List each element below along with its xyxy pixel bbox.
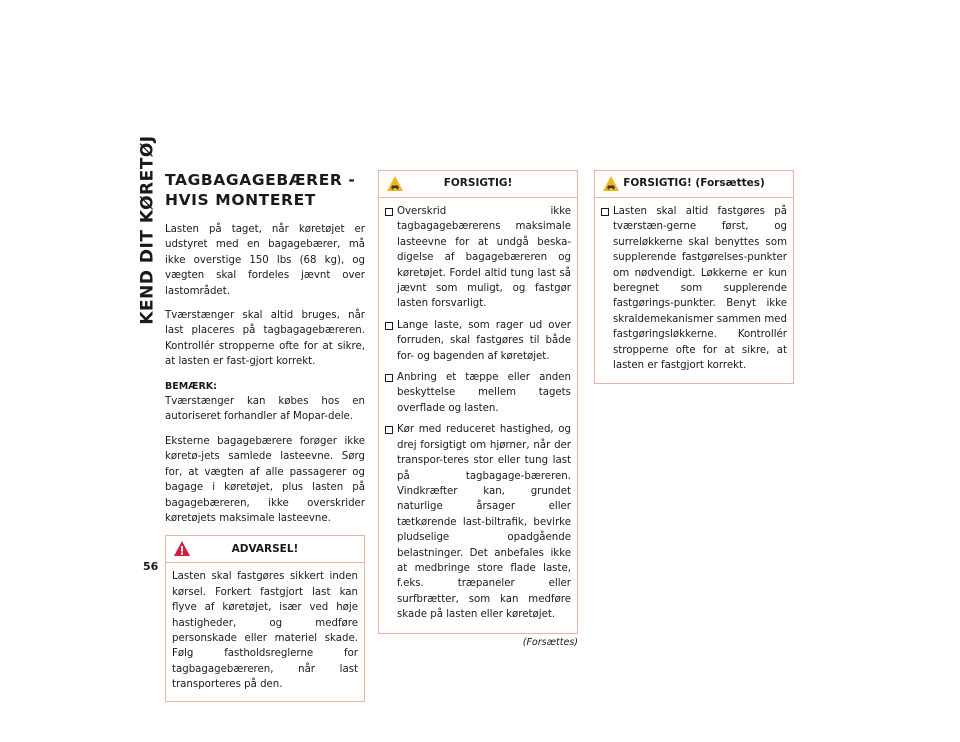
list-item: Overskrid ikke tagbagagebærerens maksimale lasteevne for at undgå beska-digelse af bagagebæreren og køretøjet. Fordel altid tung last så jævnt som muligt, og fastgør lasten forsvarligt. [385,204,571,312]
caution-list [385,204,571,623]
caution-car-icon [386,175,404,193]
section-side-tab [138,135,158,325]
page-title: TAGBAGAGEBÆRER - HVIS MONTERET [165,171,356,209]
warning-text: Lasten skal fastgøres sikkert inden kørsel. Forkert fastgjort last kan flyve af køretøjet, især ved høje hastigheder, og medføre personskade eller materiel skade. Følg fastholdsreglerne for tagbagagebæreren, når last transporteres på den. [172,571,358,691]
continued-label: (Forsættes) [522,636,578,648]
caution-body [379,198,577,633]
note [165,379,365,425]
caution-continued-box [594,170,794,384]
warning-body [166,563,364,700]
warning-header [166,536,364,563]
caution-continued-list [601,204,787,373]
column-1 [165,170,365,702]
column-2 [378,170,578,650]
paragraph-load-limit: Lasten på taget, når køretøjet er udstyret med en bagagebærer, må ikke overstige 150 lbs (68 kg), og vægten skal fordeles jævnt over lastområdet. [165,224,365,297]
note-label: BEMÆRK: [165,380,217,392]
page-number: 56 [143,560,159,573]
checkbox-bullet-icon [385,322,393,330]
section-side-tab-label: KEND DIT KØRETØJ [138,135,158,325]
checkbox-bullet-icon [385,426,393,434]
paragraph-capacity: Eksterne bagagebærere forøger ikke køretø-jets samlede lasteevne. Sørg for, at vægten af alle passagerer og bagage i køretøjet, plus lasten på bagagebæreren, ikke overskrider køretøjets maksimale lasteevne. [165,435,365,524]
list-item: Kør med reduceret hastighed, og drej forsigtigt om hjørner, når der transpor-teres stor eller tung last på tagbagage-bæreren. Vindkræfter kan, grundet naturlige årsager eller tætkørende last-biltrafik, bevirke pludselige opadgående belastninger. Det anbefales ikke at medbringe store flade laste, f.eks. træpaneler eller surfbrætter, som kan medføre skade på lasten eller køretøjet. [385,422,571,622]
checkbox-bullet-icon [385,208,393,216]
caution-car-icon [602,175,620,193]
caution-box [378,170,578,634]
note-text: Tværstænger kan købes hos en autoriseret forhandler af Mopar-dele. [165,396,365,423]
list-item: Lasten skal altid fastgøres på tværstæn-gerne først, og surreløkkerne skal benyttes som supplerende fastgørelses-punkter om nødvendigt. Løkkerne er kun beregnet som supplerende fastgørings-punkter. Benyt ikke skraldemekanismer sammen med fastgøringsløkkerne. Kontrollér stropperne ofte for at sikre, at lasten er fastgjort korrekt. [601,204,787,373]
caution-continued-body [595,198,793,383]
checkbox-bullet-icon [601,208,609,216]
column-3 [594,170,794,384]
checkbox-bullet-icon [385,374,393,382]
list-item: Anbring et tæppe eller anden beskyttelse mellem tagets overflade og lasten. [385,370,571,416]
caution-continued-header [595,171,793,198]
warning-triangle-icon [173,540,191,558]
warning-box [165,535,365,701]
list-item: Lange laste, som rager ud over forruden, skal fastgøres til både for- og bagenden af køretøjet. [385,318,571,364]
caution-header [379,171,577,198]
paragraph-crossbars: Tværstænger skal altid bruges, når last placeres på tagbagagebæreren. Kontrollér stropperne ofte for at sikre, at lasten er fast-gjort korrekt. [165,310,365,368]
warning-title: ADVARSEL! [231,542,299,555]
caution-continued-title: FORSIGTIG! (Forsættes) [623,177,765,190]
caution-title: FORSIGTIG! [443,177,513,190]
